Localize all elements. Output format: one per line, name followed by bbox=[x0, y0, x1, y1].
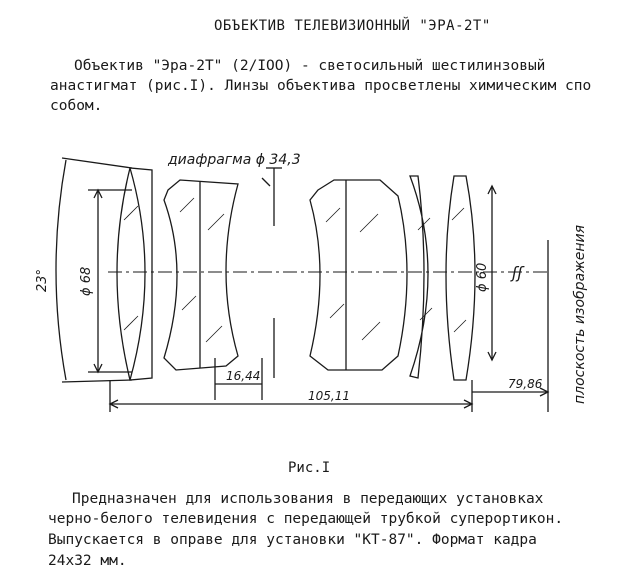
figure-caption: Рис.I bbox=[288, 460, 331, 476]
break-mark: ʃʃ bbox=[512, 263, 523, 282]
description-line-1: Предназначен для использования в передающих установках bbox=[72, 491, 544, 507]
field-ray-top bbox=[62, 158, 132, 168]
angle-label: 23° bbox=[35, 268, 50, 292]
length-dimension-label: 105,11 bbox=[308, 389, 350, 403]
rear-diameter-label: ϕ 60 bbox=[475, 262, 490, 292]
field-angle-arc bbox=[56, 160, 66, 380]
lens-4 bbox=[410, 176, 428, 378]
intro-line-1: Объектив "Эра-2Т" (2/IOO) - светосильный шестилинзовый bbox=[74, 58, 546, 74]
aperture-label: диафрагма ϕ 34,3 bbox=[168, 152, 301, 168]
lens-3 bbox=[310, 180, 407, 370]
field-ray-bottom bbox=[62, 380, 132, 382]
lens-2 bbox=[164, 180, 238, 370]
intro-line-3: собом. bbox=[50, 98, 103, 114]
image-plane-label: плоскость изображения bbox=[572, 224, 588, 404]
front-diameter-label: ϕ 68 bbox=[79, 266, 94, 296]
description-line-3: Выпускается в оправе для установки "КТ-87". Формат кадра bbox=[48, 532, 537, 548]
gap-dimension-label: 16,44 bbox=[226, 369, 261, 383]
lens-5 bbox=[446, 176, 475, 380]
lens-1 bbox=[117, 168, 152, 380]
document-title: ОБЪЕКТИВ ТЕЛЕВИЗИОННЫЙ "ЭРА-2Т" bbox=[214, 18, 491, 34]
back-focus-label: 79,86 bbox=[508, 377, 543, 391]
intro-line-2: анастигмат (рис.I). Линзы объектива просветлены химическим спо bbox=[50, 78, 592, 94]
description-line-4: 24х32 мм. bbox=[48, 553, 127, 569]
description-line-2: черно-белого телевидения с передающей трубкой суперортикон. bbox=[48, 511, 564, 527]
